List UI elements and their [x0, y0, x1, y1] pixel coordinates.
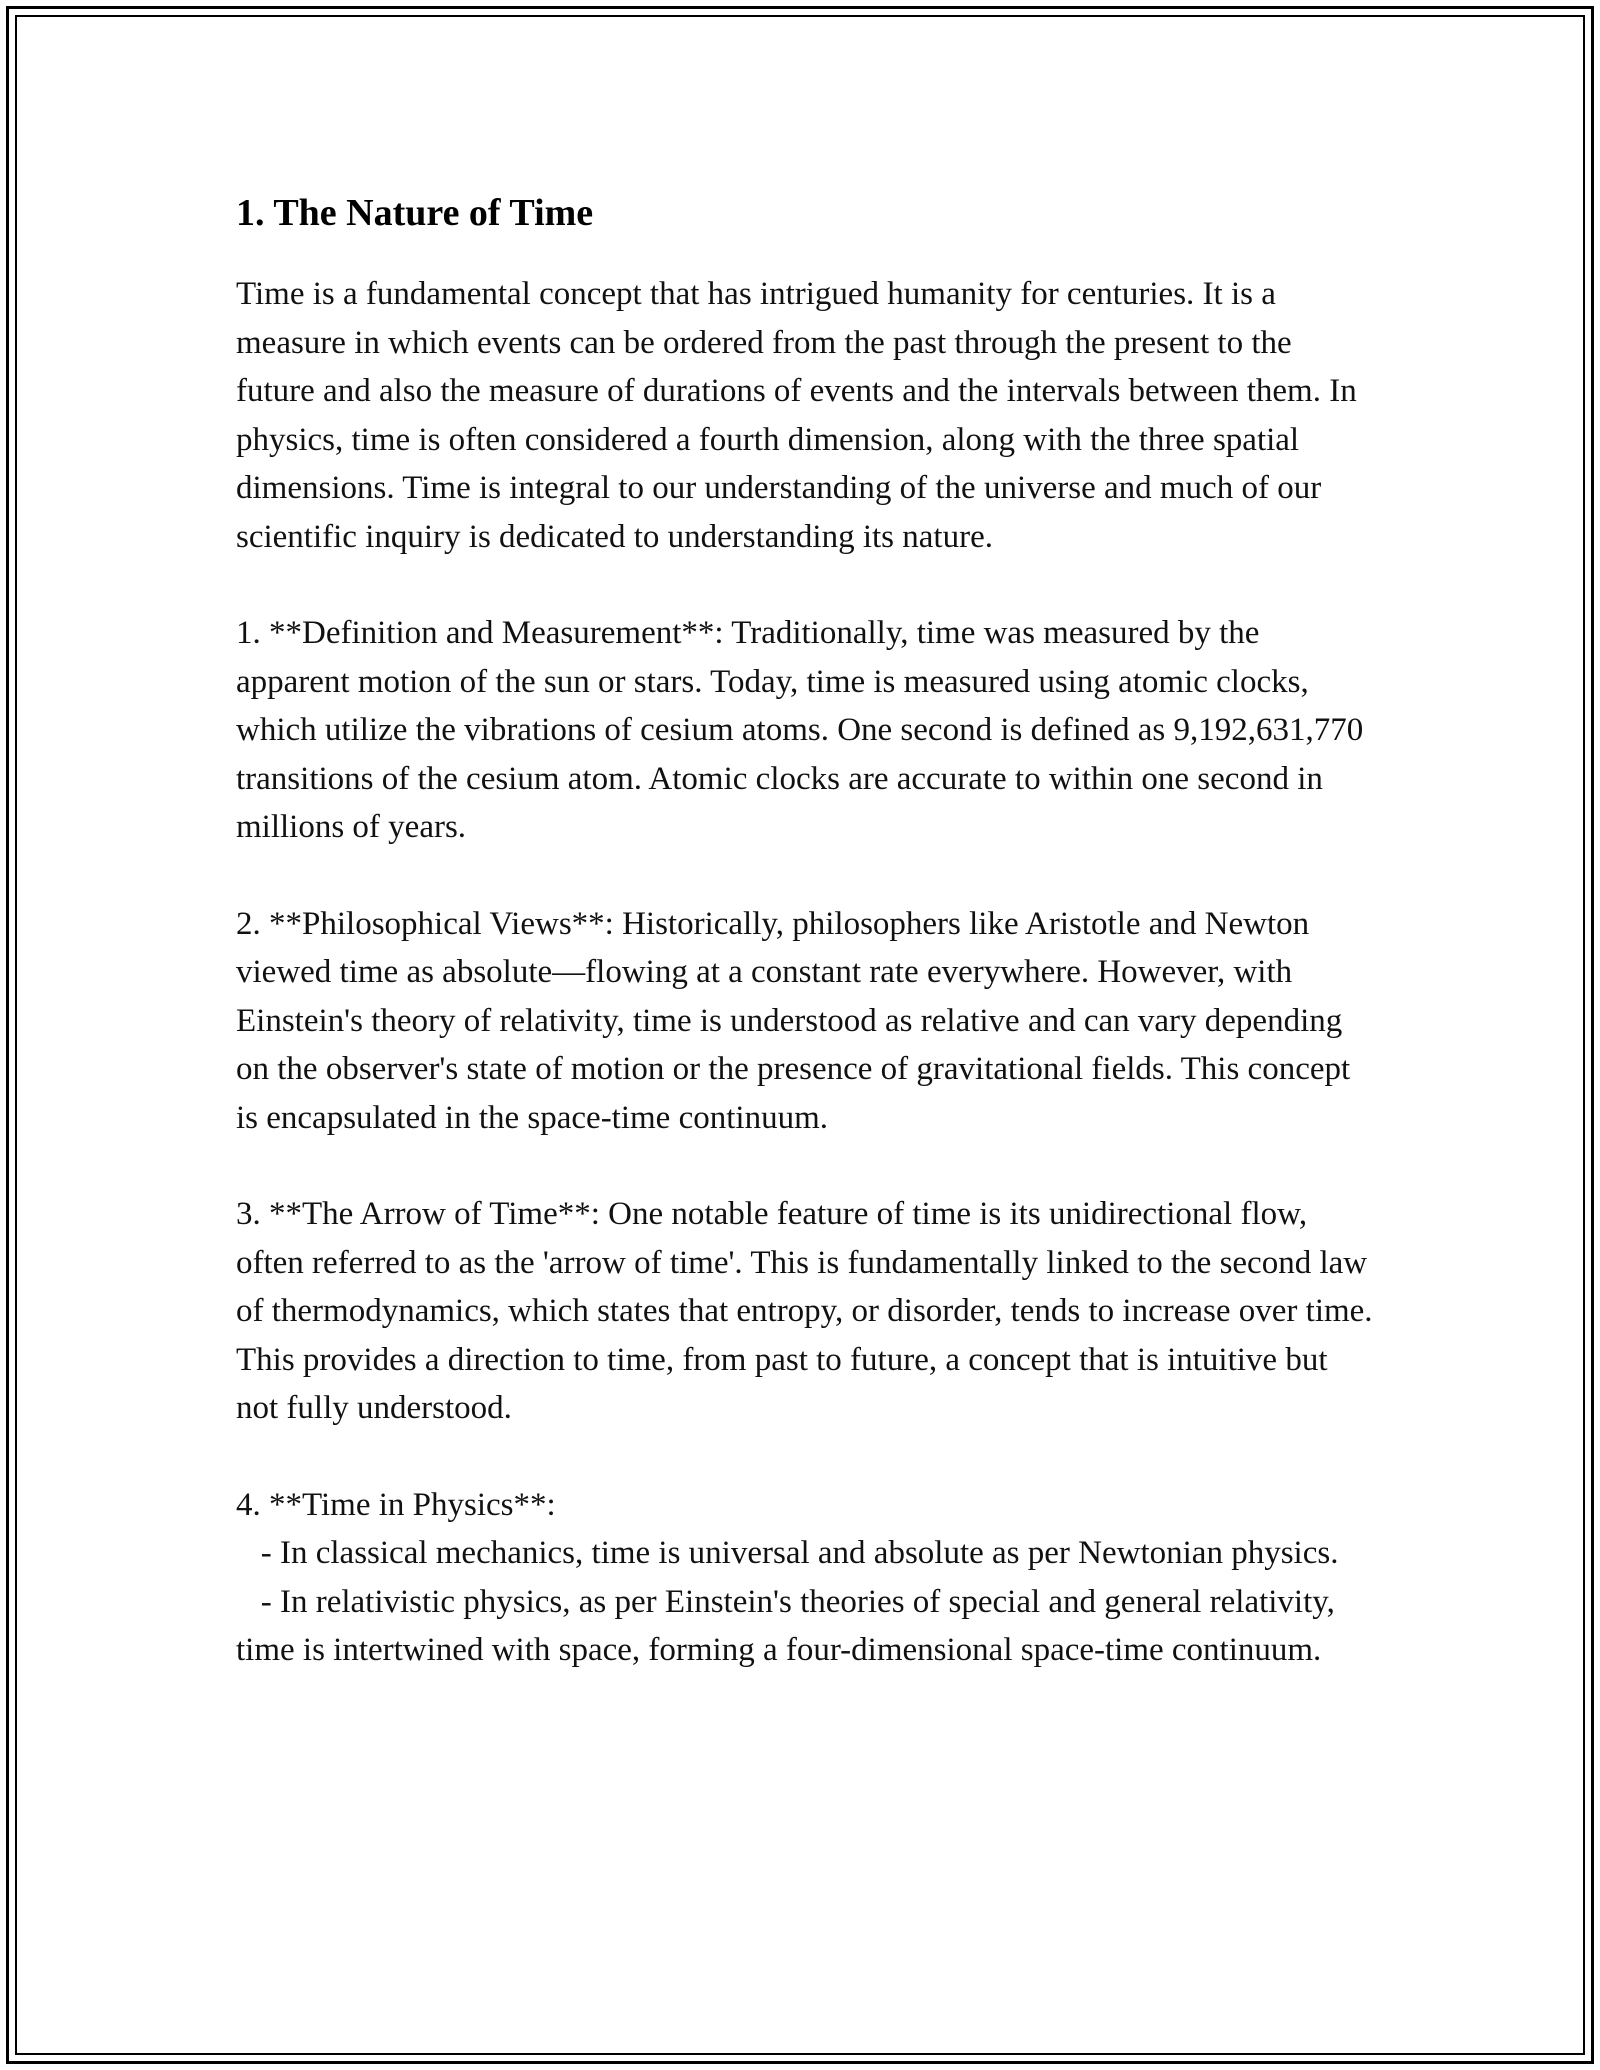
philosophical-views-paragraph: 2. **Philosophical Views**: Historically, philosophers like Aristotle and Newton viewed time as absolute—flowing at a constant rate everywhere. However, with Einstein's theory of relativity, time is understood as relative and can vary depending on the observer's state of motion or the presence of gravitational fields. This concept is encapsulated in the space-time continuum. — [236, 905, 1359, 1136]
time-in-physics-paragraph: 4. **Time in Physics**: - In classical mechanics, time is universal and absolute as per Newtonian physics. - In relativistic physics, as per Einstein's theories of special and general relativity, time is intertwined with space, forming a four-dimensional space-time continuum. — [236, 1486, 1339, 1668]
arrow-of-time-paragraph: 3. **The Arrow of Time**: One notable feature of time is its unidirectional flow, often referred to as the 'arrow of time'. This is fundamentally linked to the second law of thermodynamics, which states that entropy, or disorder, tends to increase over time. This provides a direction to time, from past to future, a concept that is intuitive but not fully understood. — [236, 1196, 1381, 1426]
intro-paragraph: Time is a fundamental concept that has intrigued humanity for centuries. It is a measure in which events can be ordered from the past through the present to the future and also the measure of durations of events and the intervals between them. In physics, time is often considered a fourth dimension, along with the three spatial dimensions. Time is integral to our understanding of the universe and much of our scientific inquiry is dedicated to understanding its nature. — [236, 276, 1365, 555]
document-body — [236, 188, 1381, 1675]
section-heading: 1. The Nature of Time — [236, 192, 594, 234]
definition-paragraph: 1. **Definition and Measurement**: Traditionally, time was measured by the apparent motion of the sun or stars. Today, time is measured using atomic clocks, which utilize the vibrations of cesium atoms. One second is defined as 9,192,631,770 transitions of the cesium atom. Atomic clocks are accurate to within one second in millions of years. — [236, 615, 1372, 845]
